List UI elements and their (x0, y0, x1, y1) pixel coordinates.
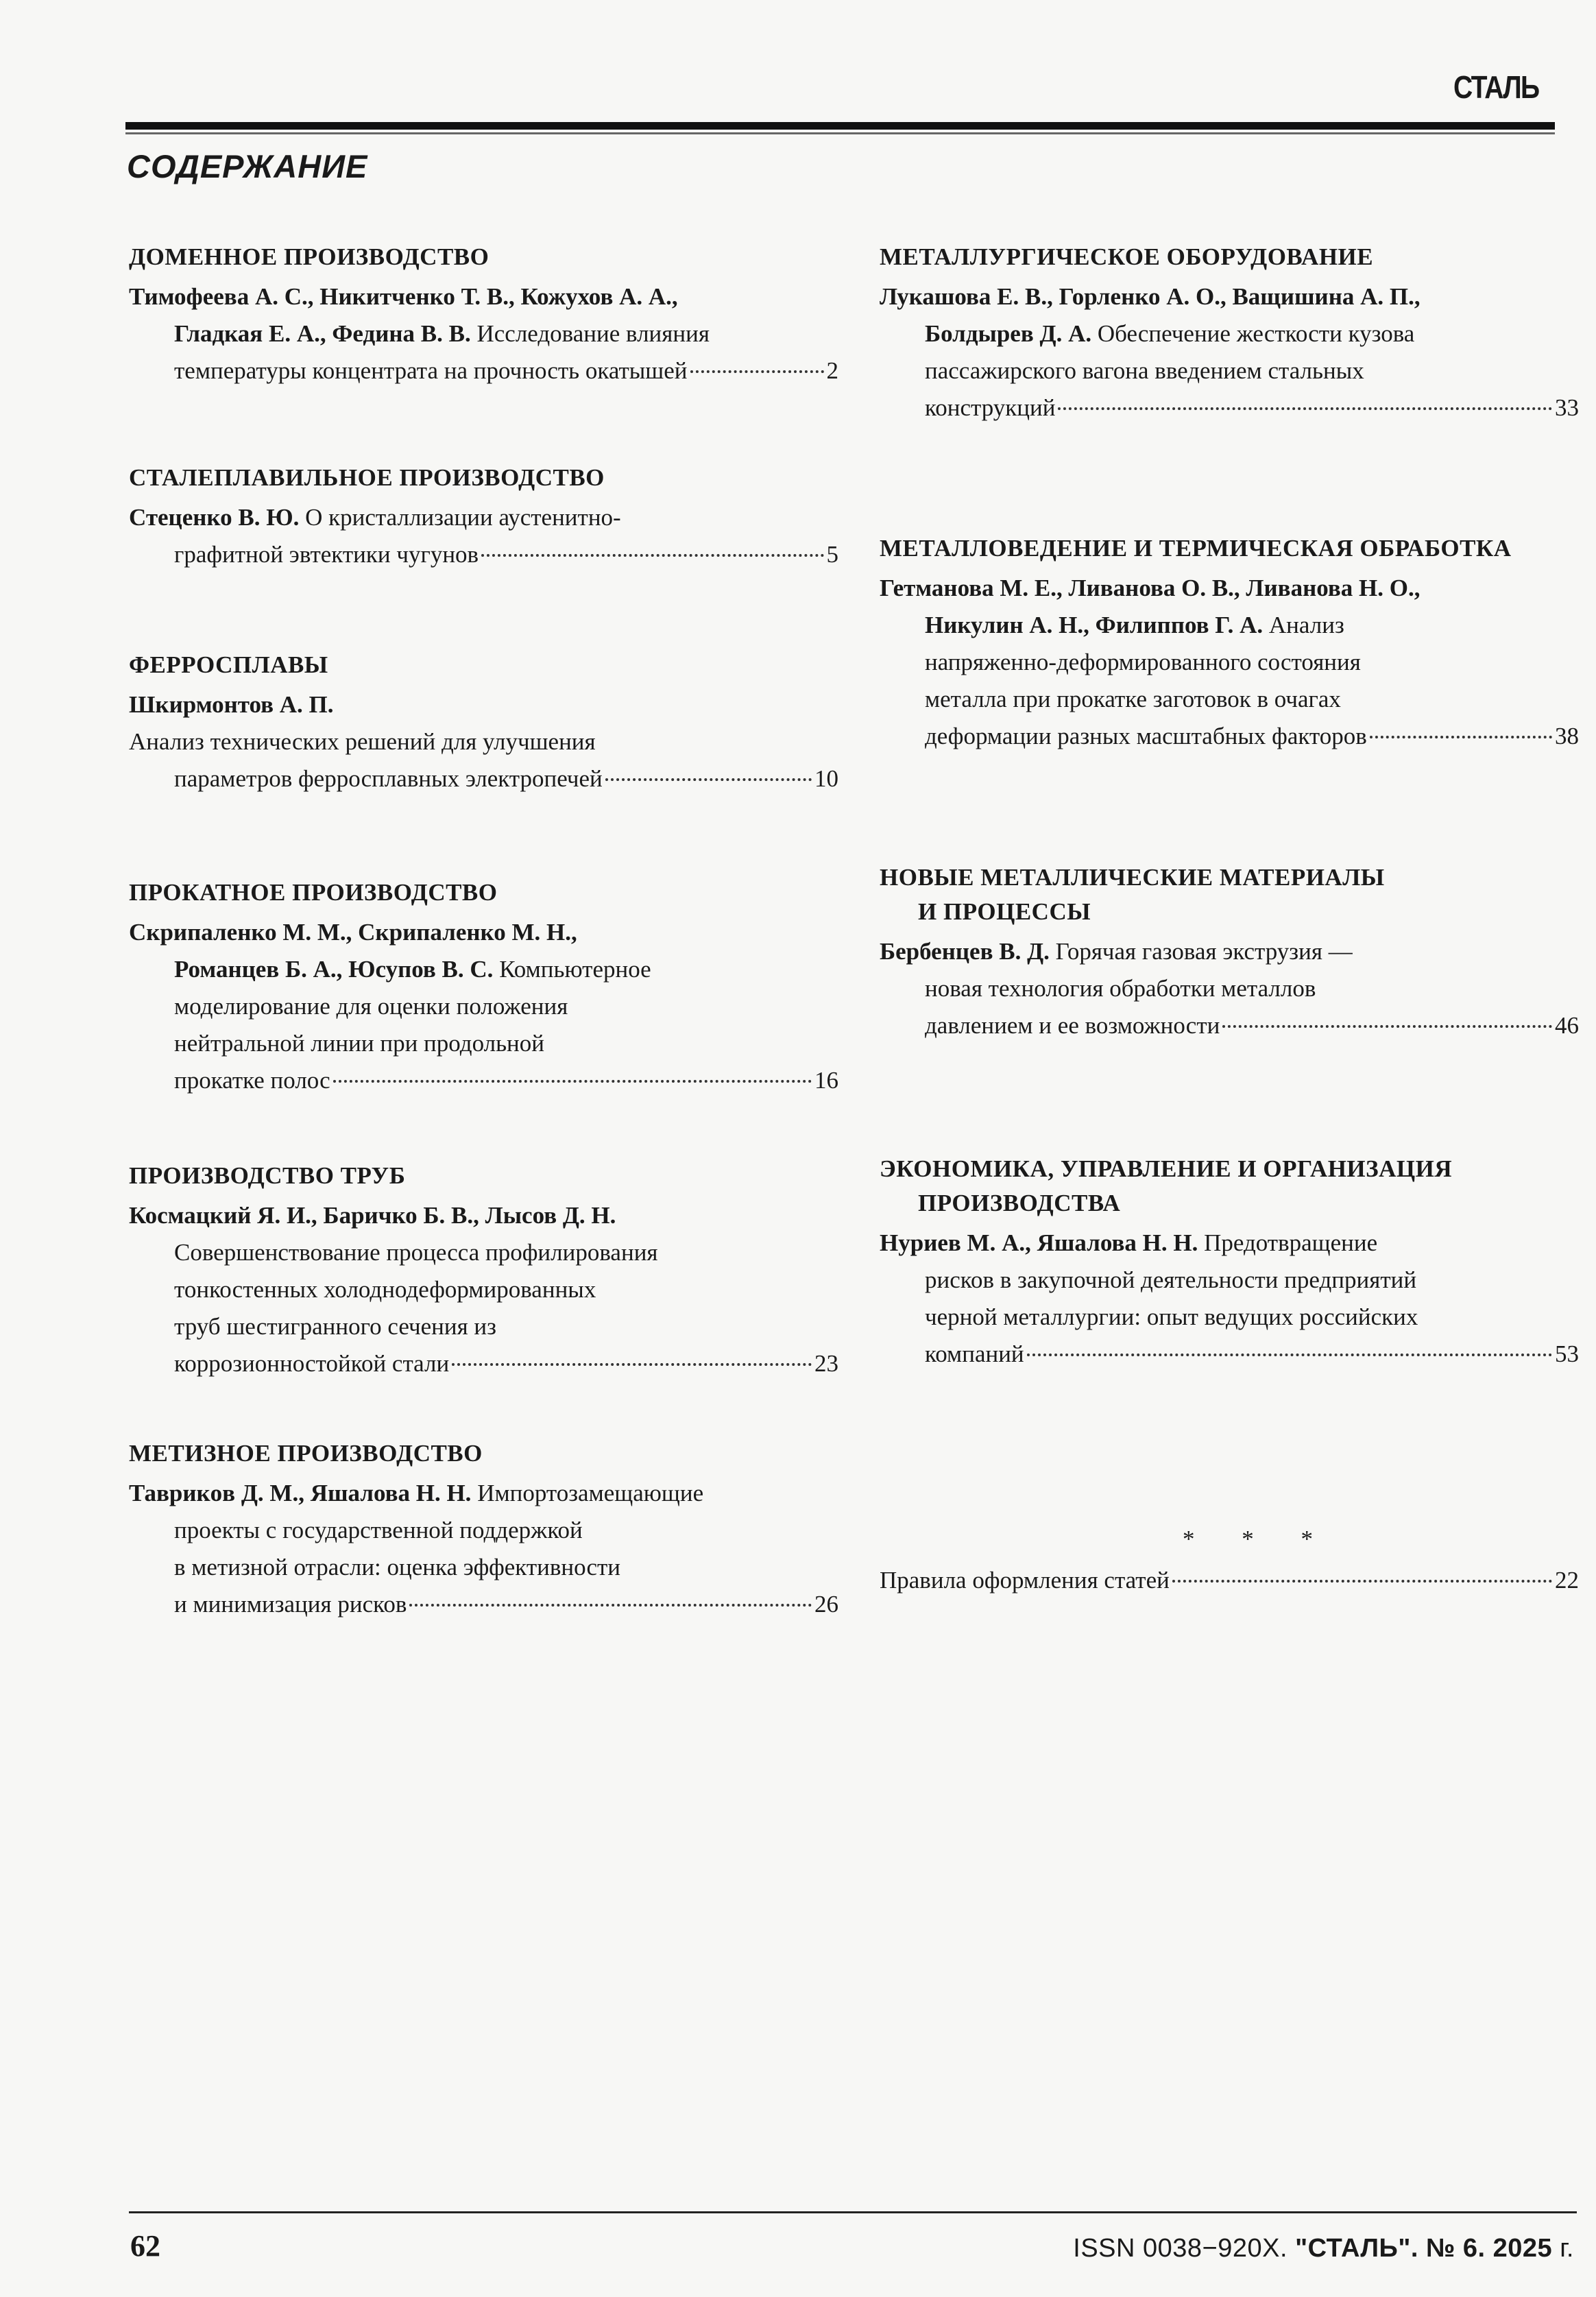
toc-section (129, 876, 838, 1099)
section-title: МЕТАЛЛУРГИЧЕСКОЕ ОБОРУДОВАНИЕ (880, 243, 1374, 270)
section-title: ПРОИЗВОДСТВО ТРУБ (129, 1162, 406, 1189)
entry-title: Исследование влияния (470, 320, 710, 347)
section-title: ДОМЕННОЕ ПРОИЗВОДСТВО (129, 243, 489, 270)
section-title: ФЕРРОСПЛАВЫ (129, 651, 328, 678)
footer-page-number: 62 (130, 2229, 160, 2263)
page-number: 5 (826, 541, 838, 568)
footer-issn: ISSN 0038−920X. "СТАЛЬ". № 6. 2025 г. (1073, 2234, 1574, 2263)
entry-last-line (880, 1336, 1579, 1373)
entry-last-line (880, 1007, 1579, 1044)
entry-authors: Гладкая Е. А., Федина В. В. (174, 320, 471, 347)
footer-rule (129, 2211, 1577, 2213)
page-number: 22 (1555, 1567, 1579, 1594)
entry-title: коррозионностойкой стали (174, 1350, 450, 1377)
entry-authors: Болдырев Д. А. (925, 320, 1092, 347)
entry-title: Правила оформления статей (880, 1567, 1170, 1594)
entry-authors: Шкирмонтов А. П. (129, 691, 334, 718)
entry-last-line (880, 718, 1579, 755)
toc-entry[interactable] (880, 278, 1579, 426)
page-number: 46 (1555, 1012, 1579, 1039)
leader-dots (1058, 407, 1552, 410)
entry-authors: Стеценко В. Ю. (129, 504, 300, 531)
entry-title: рисков в закупочной деятельности предприятий (925, 1266, 1417, 1293)
entry-last-line (129, 760, 838, 797)
leader-dots (409, 1604, 812, 1607)
page-number: 38 (1555, 723, 1579, 749)
header-rule (125, 122, 1555, 130)
toc-entry[interactable] (129, 278, 838, 389)
leader-dots (690, 370, 824, 373)
section-title: СТАЛЕПЛАВИЛЬНОЕ ПРОИЗВОДСТВО (129, 464, 605, 491)
entry-title: конструкций (925, 394, 1056, 421)
toc-entry-rules[interactable] (880, 1567, 1579, 1594)
entry-title: проекты с государственной поддержкой (174, 1517, 583, 1543)
toc-entry[interactable] (129, 499, 838, 573)
entry-title: Анализ (1263, 612, 1344, 638)
entry-title: О кристаллизации аустенитно- (299, 504, 621, 531)
entry-title: Обеспечение жесткости кузова (1091, 320, 1415, 347)
entry-title: пассажирского вагона введением стальных (925, 357, 1364, 384)
entry-authors: Таврикoв Д. М., Яшалова Н. Н. (129, 1480, 472, 1506)
entry-authors: Гетманова М. Е., Ливанова О. В., Ливанова Н. О., (880, 575, 1420, 601)
page-number: 10 (814, 765, 838, 792)
leader-dots (1222, 1025, 1552, 1028)
entry-authors: Лукашова Е. В., Горленко А. О., Ващишина А. П., (880, 283, 1420, 310)
entry-last-line (880, 389, 1579, 426)
toc-section (880, 1152, 1579, 1373)
entry-title: Горячая газовая экструзия — (1049, 938, 1353, 965)
entry-authors: Нуриев М. А., Яшалова Н. Н. (880, 1229, 1198, 1256)
entry-title: графитной эвтектики чугунов (174, 541, 479, 568)
leader-dots (1370, 736, 1552, 738)
toc-entry[interactable] (880, 933, 1579, 1044)
toc-entry[interactable] (129, 914, 838, 1099)
page-number: 2 (826, 357, 838, 384)
entry-title: моделирование для оценки положения (174, 993, 568, 1020)
entry-last-line (129, 536, 838, 573)
toc-entry[interactable] (129, 686, 838, 797)
leader-dots (1172, 1580, 1552, 1583)
entry-title: Импортозамещающие (471, 1480, 704, 1506)
entry-last-line (129, 1345, 838, 1382)
page-number: 53 (1555, 1340, 1579, 1367)
entry-authors: Никулин А. Н., Филиппов Г. А. (925, 612, 1264, 638)
section-title: МЕТИЗНОЕ ПРОИЗВОДСТВО (129, 1440, 483, 1467)
entry-last-line (129, 1586, 838, 1623)
entry-last-line (129, 352, 838, 389)
entry-title: параметров ферросплавных электропечей (174, 765, 603, 792)
entry-authors: Романцев Б. А., Юсупов В. С. (174, 956, 494, 983)
toc-section (129, 240, 838, 389)
entry-title: температуры концентрата на прочность окатышей (174, 357, 688, 384)
entry-title: труб шестигранного сечения из (174, 1313, 496, 1340)
entry-title: компаний (925, 1340, 1024, 1367)
section-title: ЭКОНОМИКА, УПРАВЛЕНИЕ И ОРГАНИЗАЦИЯ ПРОИЗВОДСТВА (880, 1155, 1453, 1216)
toc-entry[interactable] (129, 1197, 838, 1382)
section-title: НОВЫЕ МЕТАЛЛИЧЕСКИЕ МАТЕРИАЛЫ И ПРОЦЕССЫ (880, 864, 1385, 925)
leader-dots (1027, 1354, 1552, 1356)
leader-dots (605, 778, 812, 781)
entry-last-line (129, 1062, 838, 1099)
page-number: 26 (814, 1591, 838, 1617)
journal-logo: СТАЛЬ (1453, 69, 1539, 105)
entry-title: Анализ технических решений для улучшения (129, 728, 596, 755)
toc-entry[interactable] (880, 1225, 1579, 1373)
journal-name: "СТАЛЬ". № 6. 2025 (1295, 2234, 1553, 2263)
leader-dots (481, 554, 823, 557)
page-number: 33 (1555, 394, 1579, 421)
entry-title: нейтральной линии при продольной (174, 1030, 545, 1057)
entry-title: в метизной отрасли: оценка эффективности (174, 1554, 621, 1580)
entry-title: давлением и ее возможности (925, 1012, 1220, 1039)
toc-entry[interactable] (129, 1475, 838, 1623)
toc-section (129, 1436, 838, 1623)
toc-section (880, 861, 1579, 1044)
entry-title: Предотвращение (1198, 1229, 1378, 1256)
entry-title: новая технология обработки металлов (925, 975, 1316, 1002)
page-number: 16 (814, 1067, 838, 1094)
toc-entry[interactable] (880, 570, 1579, 755)
entry-title: Совершенствование процесса профилирования (174, 1239, 658, 1266)
leader-dots (333, 1080, 812, 1083)
entry-title: напряженно-деформированного состояния (925, 649, 1361, 675)
toc-section (880, 531, 1579, 755)
toc-section (129, 1159, 838, 1382)
entry-title: и минимизация рисков (174, 1591, 407, 1617)
section-title: МЕТАЛЛОВЕДЕНИЕ И ТЕРМИЧЕСКАЯ ОБРАБОТКА (880, 535, 1512, 562)
page-title: СОДЕРЖАНИЕ (127, 148, 368, 184)
entry-title: деформации разных масштабных факторов (925, 723, 1367, 749)
entry-title: прокатке полос (174, 1067, 330, 1094)
toc-section (880, 240, 1579, 426)
header-rule-thin (125, 132, 1555, 134)
entry-authors: Скрипаленко М. М., Скрипаленко М. Н., (129, 919, 577, 946)
entry-title: тонкостенных холоднодеформированных (174, 1276, 596, 1303)
toc-section (129, 461, 838, 573)
entry-title: металла при прокатке заготовок в очагах (925, 686, 1341, 712)
entry-authors: Бербенцев В. Д. (880, 938, 1050, 965)
toc-section (129, 648, 838, 797)
entry-title: Компьютерное (493, 956, 651, 983)
entry-authors: Тимофеева А. С., Никитченко Т. В., Кожухов А. А., (129, 283, 678, 310)
page-number: 23 (814, 1350, 838, 1377)
entry-authors: Космацкий Я. И., Баричко Б. В., Лысов Д. Н. (129, 1202, 616, 1229)
entry-title: черной металлургии: опыт ведущих российских (925, 1303, 1418, 1330)
section-title: ПРОКАТНОЕ ПРОИЗВОДСТВО (129, 879, 498, 906)
section-separator: * * * (1183, 1526, 1333, 1552)
leader-dots (452, 1363, 812, 1366)
